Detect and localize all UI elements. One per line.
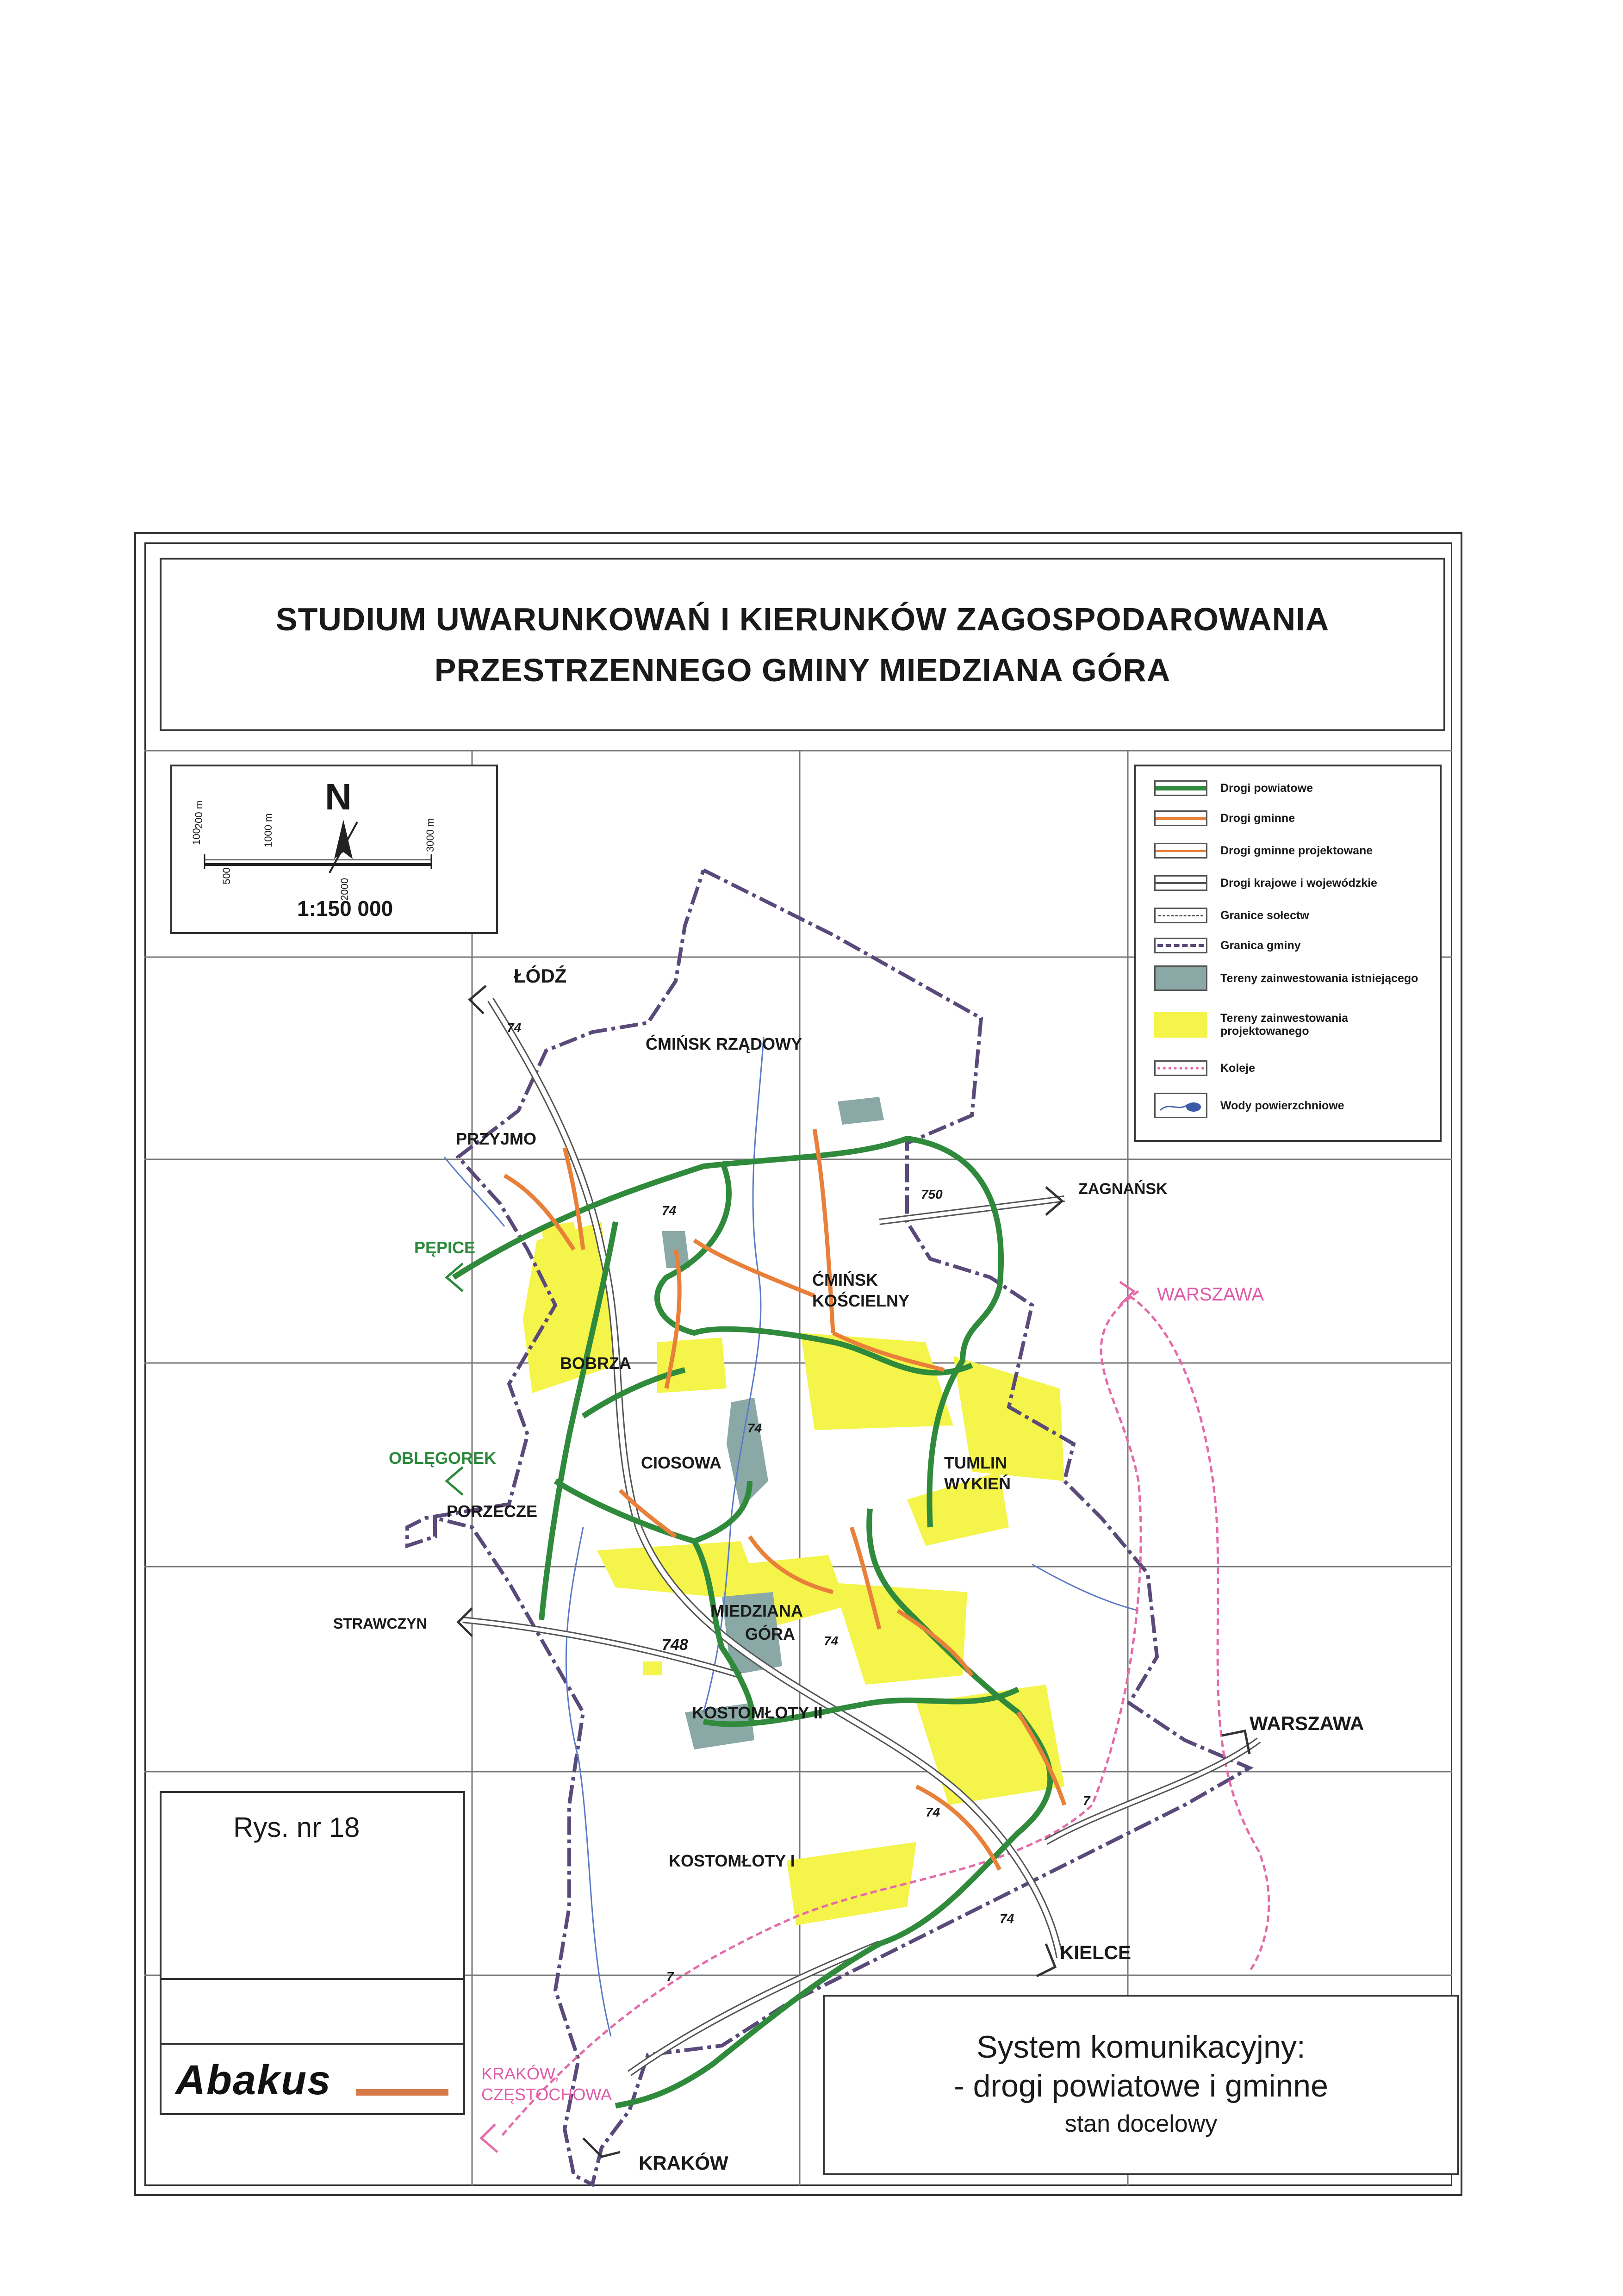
label-bobrza: BOBRZA bbox=[560, 1354, 631, 1373]
label-pepice: PĘPICE bbox=[414, 1238, 476, 1257]
legend-item: Drogi powiatowe bbox=[1154, 780, 1424, 796]
legend-item: Drogi gminne bbox=[1154, 810, 1424, 826]
label-krakow-road: KRAKÓW bbox=[639, 2152, 728, 2174]
scale-tick: 100 bbox=[191, 828, 202, 845]
municipal-road-swatch bbox=[1154, 810, 1207, 826]
label-cminsk-rzadowy: ĆMIŃSK RZĄDOWY bbox=[646, 1034, 802, 1053]
label-kostomloty-2: KOSTOMŁOTY II bbox=[692, 1703, 823, 1722]
label-kostomloty-1: KOSTOMŁOTY I bbox=[669, 1851, 795, 1870]
scale-tick: 2000 bbox=[339, 878, 350, 901]
road-number: 74 bbox=[662, 1203, 677, 1218]
title-line-2: PRZESTRZENNEGO GMINY MIEDZIANA GÓRA bbox=[434, 652, 1171, 688]
logo-bar bbox=[356, 2089, 448, 2096]
road-number: 74 bbox=[926, 1805, 940, 1819]
title-line-1: STUDIUM UWARUNKOWAŃ I KIERUNKÓW ZAGOSPODAROWANIA bbox=[275, 601, 1330, 637]
legend-item: Granice sołectw bbox=[1154, 908, 1424, 923]
label-zagnansk: ZAGNAŃSK bbox=[1078, 1180, 1168, 1198]
legend-item: Drogi krajowe i wojewódzkie bbox=[1154, 875, 1424, 891]
label-kielce: KIELCE bbox=[1060, 1941, 1132, 1963]
label-cminsk-koscielny-1: ĆMIŃSK bbox=[812, 1270, 878, 1289]
road-number: 750 bbox=[921, 1187, 943, 1201]
scale-tick: 200 m bbox=[193, 800, 205, 829]
scale-tick: 3000 m bbox=[424, 818, 436, 852]
planned-area-swatch bbox=[1154, 1012, 1207, 1038]
water-icon bbox=[1154, 1093, 1207, 1118]
scale-ratio: 1:150 000 bbox=[297, 896, 393, 921]
scale-tick: 1000 m bbox=[262, 813, 274, 847]
road-number: 74 bbox=[824, 1634, 839, 1648]
legend-item: Granica gminy bbox=[1154, 938, 1424, 953]
caption-line-3: stan docelowy bbox=[1064, 2110, 1218, 2137]
legend-item: Tereny zainwestowania istniejącego bbox=[1154, 965, 1424, 991]
road-number: 74 bbox=[1000, 1911, 1014, 1926]
sub-boundary-swatch bbox=[1154, 908, 1207, 923]
road-number: 74 bbox=[507, 1020, 522, 1035]
main-road-swatch bbox=[1154, 875, 1207, 891]
label-oblegorek: OBLĘGOREK bbox=[389, 1449, 497, 1468]
label-przyjmo: PRZYJMO bbox=[456, 1129, 537, 1148]
railway-swatch bbox=[1154, 1060, 1207, 1076]
label-strawczyn: STRAWCZYN bbox=[333, 1615, 427, 1632]
caption-box bbox=[823, 1995, 1459, 2175]
label-tumlin-2: WYKIEŃ bbox=[944, 1474, 1011, 1493]
label-krakow-rail-2: CZĘSTOCHOWA bbox=[481, 2085, 612, 2104]
title-box bbox=[160, 558, 1445, 731]
legend-item: Tereny zainwestowania projektowanego bbox=[1154, 1012, 1424, 1038]
road-number: 7 bbox=[666, 1969, 674, 1984]
label-ciosowa: CIOSOWA bbox=[641, 1453, 722, 1472]
north-arrow-icon bbox=[334, 820, 353, 859]
legend-item: Wody powierzchniowe bbox=[1154, 1093, 1424, 1118]
road-number: 748 bbox=[662, 1636, 688, 1654]
caption-line-1: System komunikacyjny: bbox=[976, 2029, 1306, 2065]
label-miedziana-1: MIEDZIANA bbox=[710, 1601, 803, 1620]
label-warszawa-road: WARSZAWA bbox=[1250, 1712, 1364, 1734]
north-label: N bbox=[325, 776, 352, 817]
commune-boundary-swatch bbox=[1154, 938, 1207, 953]
legend-item: Drogi gminne projektowane bbox=[1154, 843, 1424, 859]
county-road-swatch bbox=[1154, 780, 1207, 796]
existing-area-swatch bbox=[1154, 965, 1207, 991]
label-lodz: ŁÓDŹ bbox=[514, 965, 567, 987]
label-tumlin-1: TUMLIN bbox=[944, 1453, 1007, 1472]
abakus-logo: Abakus bbox=[175, 2057, 332, 2103]
label-cminsk-koscielny-2: KOŚCIELNY bbox=[812, 1291, 910, 1310]
figure-box bbox=[160, 1791, 465, 2115]
planned-road-swatch bbox=[1154, 843, 1207, 859]
scale-box bbox=[170, 765, 498, 934]
scale-tick: 500 bbox=[221, 867, 232, 884]
road-number: 74 bbox=[747, 1421, 762, 1435]
label-krakow-rail-1: KRAKÓW, bbox=[481, 2064, 560, 2083]
legend-item: Koleje bbox=[1154, 1060, 1424, 1076]
figure-number: Rys. nr 18 bbox=[233, 1812, 360, 1843]
label-porzecze: PORZECZE bbox=[447, 1502, 538, 1521]
label-warszawa-rail: WARSZAWA bbox=[1157, 1284, 1264, 1305]
caption-line-2: - drogi powiatowe i gminne bbox=[954, 2068, 1328, 2103]
label-miedziana-2: GÓRA bbox=[745, 1624, 795, 1643]
legend bbox=[1134, 765, 1442, 1142]
road-number: 7 bbox=[1083, 1793, 1090, 1808]
